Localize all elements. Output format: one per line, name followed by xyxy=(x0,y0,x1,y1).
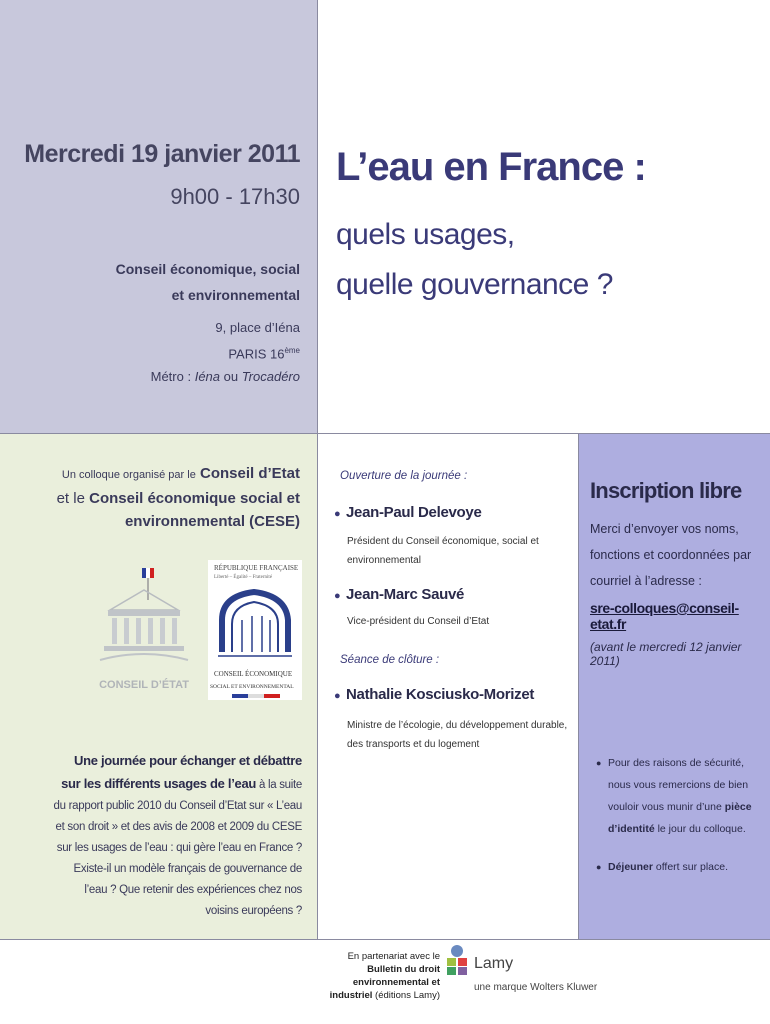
speaker-1-name: Jean-Paul Delevoye xyxy=(346,504,482,521)
bullet-icon: ● xyxy=(334,690,341,702)
opening-label: Ouverture de la journée : xyxy=(340,470,468,482)
partner-prefix: En partenariat avec le xyxy=(347,951,440,962)
description-text: à la suite du rapport public 2010 du Conseil d’Etat sur « L’eau et son droit » et des avis de 2008 et 2009 du CESE sur les usages de l’eau : qui gère l’eau en France ? Existe-il un modèle français de gouvernance de l’eau ? Que retenir des expériences chez nos voisins européens ? xyxy=(53,779,302,917)
cese-emblem-icon xyxy=(208,560,302,700)
city-text: PARIS 16 xyxy=(228,346,285,362)
speaker-1 xyxy=(334,504,482,521)
bullet-icon: ● xyxy=(596,758,602,768)
lamy-tagline: une marque Wolters Kluwer xyxy=(474,982,598,993)
metro-station-1: Iéna xyxy=(194,369,221,385)
city-sup: ème xyxy=(284,346,300,355)
partner-suffix: (éditions Lamy) xyxy=(372,990,440,1001)
conseil-etat-logo xyxy=(96,560,192,695)
organizers-intro xyxy=(0,462,300,533)
note2-text: offert sur place. xyxy=(652,861,729,873)
cese-top-line2: Liberté – Égalité – Fraternité xyxy=(214,575,273,580)
speaker-2-name: Jean-Marc Sauvé xyxy=(346,586,465,603)
conseil-etat-building-icon xyxy=(96,560,192,695)
bullet-icon: ● xyxy=(596,862,602,872)
metro-station-2: Trocadéro xyxy=(241,369,300,385)
lamy-emblem-icon xyxy=(445,944,469,976)
event-time: 9h00 - 17h30 xyxy=(170,184,300,209)
organizer-1: Conseil d’Etat xyxy=(199,465,300,482)
organizers-prefix: Un colloque organisé par le xyxy=(61,469,196,481)
closing-label: Séance de clôture : xyxy=(340,654,440,666)
speaker-1-role: Président du Conseil économique, social et environnemental xyxy=(347,536,539,566)
partner-text xyxy=(326,950,440,1002)
registration-deadline: (avant le mercredi 12 janvier 2011) xyxy=(590,640,742,668)
header-right-panel xyxy=(318,0,770,434)
registration-email-link[interactable]: sre-colloques@conseil-etat.fr xyxy=(590,600,739,632)
bullet-icon: ● xyxy=(334,590,341,602)
lamy-name: Lamy xyxy=(474,955,514,972)
organizers-mid: et le xyxy=(56,490,85,507)
note1-text-b: le jour du colloque. xyxy=(654,823,746,835)
speaker-3-role: Ministre de l’écologie, du développement durable, des transports et du logement xyxy=(347,720,568,750)
note1-text-a: Pour des raisons de sécurité, nous vous remercions de bien vouloir vous munir d’une xyxy=(608,757,749,813)
cese-top-line1: RÉPUBLIQUE FRANÇAISE xyxy=(214,564,299,572)
cese-bottom-line1: CONSEIL ÉCONOMIQUE xyxy=(214,670,293,678)
cese-bottom-line2: SOCIAL ET ENVIRONNEMENTAL xyxy=(210,684,294,690)
note2-bold: Déjeuner xyxy=(608,861,653,873)
subtitle-line1: quels usages, xyxy=(336,218,515,251)
cese-logo xyxy=(208,560,302,700)
event-address xyxy=(151,316,300,388)
metro-label: Métro : xyxy=(150,369,195,385)
registration-title: Inscription libre xyxy=(590,478,742,503)
metro-line xyxy=(151,365,300,388)
venue-line2: et environnemental xyxy=(171,287,300,303)
event-date: Mercredi 19 janvier 2011 xyxy=(24,140,300,168)
lamy-logo xyxy=(445,944,469,976)
speaker-2 xyxy=(334,586,464,603)
partner-bulletin: Bulletin du droit environnemental et industriel xyxy=(329,964,440,1001)
metro-sep: ou xyxy=(220,369,242,385)
speaker-3-name: Nathalie Kosciusko-Morizet xyxy=(346,686,535,703)
description-bold: Une journée pour échanger et débattre sur les différents usages de l’eau xyxy=(61,753,302,791)
organizer-2: Conseil économique social et environnemental (CESE) xyxy=(89,490,300,530)
bottom-divider xyxy=(0,939,770,940)
address-city xyxy=(151,339,300,365)
security-note xyxy=(596,752,766,840)
note1-bold: pièce d’identité xyxy=(608,801,752,835)
event-description xyxy=(52,750,302,922)
speaker-2-role: Vice-président du Conseil d’Etat xyxy=(347,616,490,627)
event-venue xyxy=(116,256,300,308)
main-title: L’eau en France : xyxy=(336,145,646,189)
address-street: 9, place d’Iéna xyxy=(215,320,300,335)
venue-line1: Conseil économique, social xyxy=(115,261,300,277)
ce-logo-label: CONSEIL D’ÉTAT xyxy=(99,679,189,691)
bullet-icon: ● xyxy=(334,508,341,520)
registration-text: Merci d’envoyer vos noms, fonctions et coordonnées par courriel à l’adresse : xyxy=(590,522,752,588)
speaker-3 xyxy=(334,686,534,703)
lunch-note xyxy=(596,856,766,878)
subtitle-line2: quelle gouvernance ? xyxy=(336,268,613,301)
